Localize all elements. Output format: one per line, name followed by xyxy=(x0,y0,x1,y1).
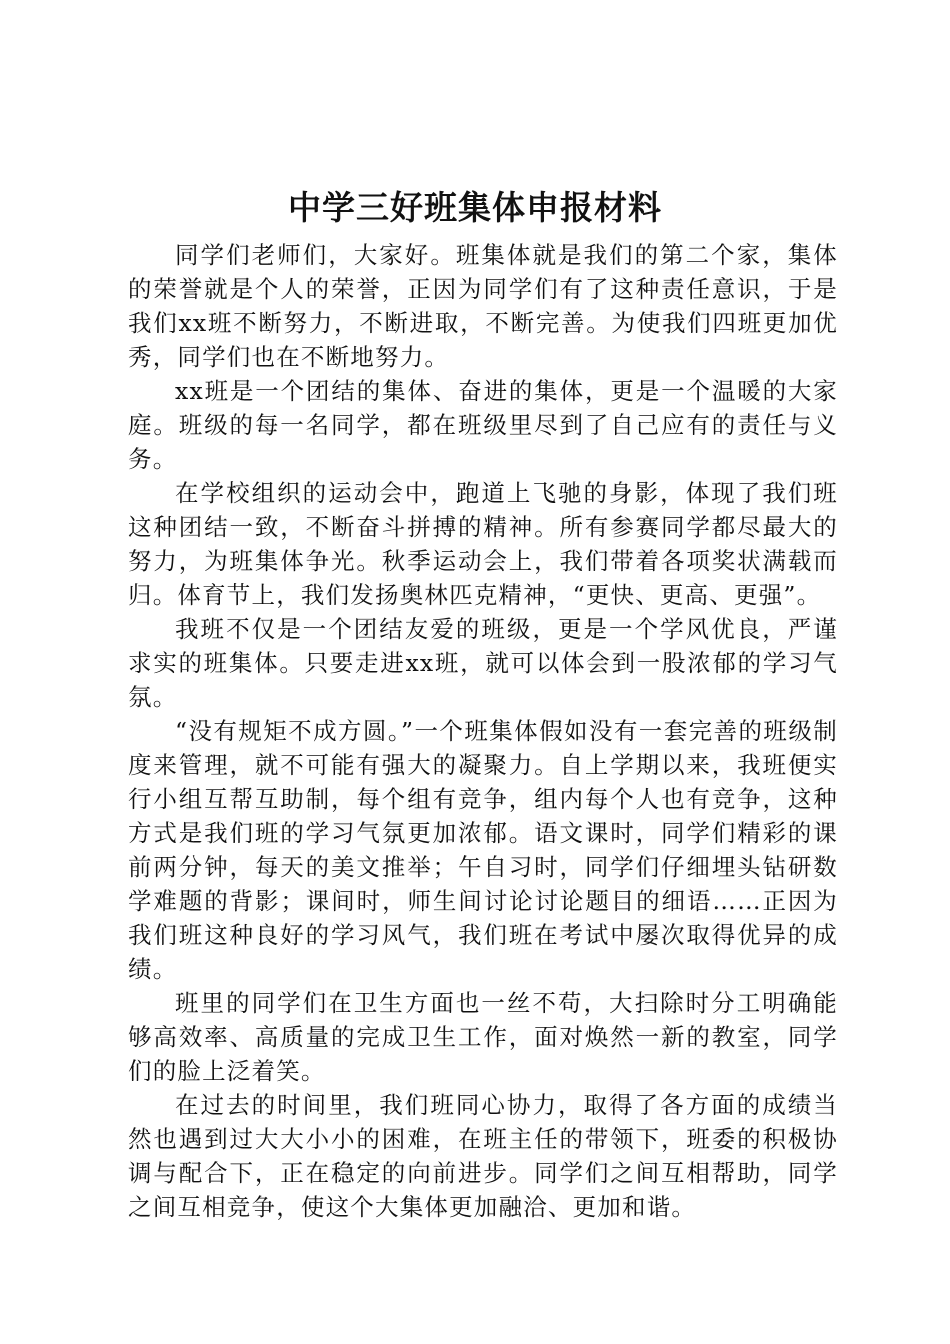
paragraph-3: 在学校组织的运动会中，跑道上飞驰的身影，体现了我们班这种团结一致，不断奋斗拼搏的精神。所有参赛同学都尽最大的努力，为班集体争光。秋季运动会上，我们带着各项奖状满载而归。体育节上，我们发扬奥林匹克精神，“更快、更高、更强”。 xyxy=(128,479,838,609)
paragraph-2: xx班是一个团结的集体、奋进的集体，更是一个温暖的大家庭。班级的每一名同学，都在班级里尽到了自己应有的责任与义务。 xyxy=(128,377,838,473)
paragraph-1: 同学们老师们，大家好。班集体就是我们的第二个家，集体的荣誉就是个人的荣誉，正因为同学们有了这种责任意识，于是我们xx班不断努力，不断进取，不断完善。为使我们四班更加优秀，同学们也在不断地努力。 xyxy=(128,241,838,371)
paragraph-7: 在过去的时间里，我们班同心协力，取得了各方面的成绩当然也遇到过大大小小的困难，在班主任的带领下，班委的积极协调与配合下，正在稳定的向前进步。同学们之间互相帮助，同学之间互相竞争，使这个大集体更加融洽、更加和谐。 xyxy=(128,1091,838,1221)
document-body xyxy=(128,238,838,1224)
document-title: 中学三好班集体申报材料 xyxy=(288,188,662,227)
paragraph-6: 班里的同学们在卫生方面也一丝不苟，大扫除时分工明确能够高效率、高质量的完成卫生工作，面对焕然一新的教室，同学们的脸上泛着笑。 xyxy=(128,989,838,1085)
paragraph-5: “没有规矩不成方圆。”一个班集体假如没有一套完善的班级制度来管理，就不可能有强大的凝聚力。自上学期以来，我班便实行小组互帮互助制，每个组有竞争，组内每个人也有竞争，这种方式是我们班的学习气氛更加浓郁。语文课时，同学们精彩的课前两分钟，每天的美文推举；午自习时，同学们仔细埋头钻研数学难题的背影；课间时，师生间讨论讨论题目的细语……正因为我们班这种良好的学习风气，我们班在考试中屡次取得优异的成绩。 xyxy=(128,717,838,983)
paragraph-4: 我班不仅是一个团结友爱的班级，更是一个学风优良，严谨求实的班集体。只要走进xx班，就可以体会到一股浓郁的学习气氛。 xyxy=(128,615,838,711)
